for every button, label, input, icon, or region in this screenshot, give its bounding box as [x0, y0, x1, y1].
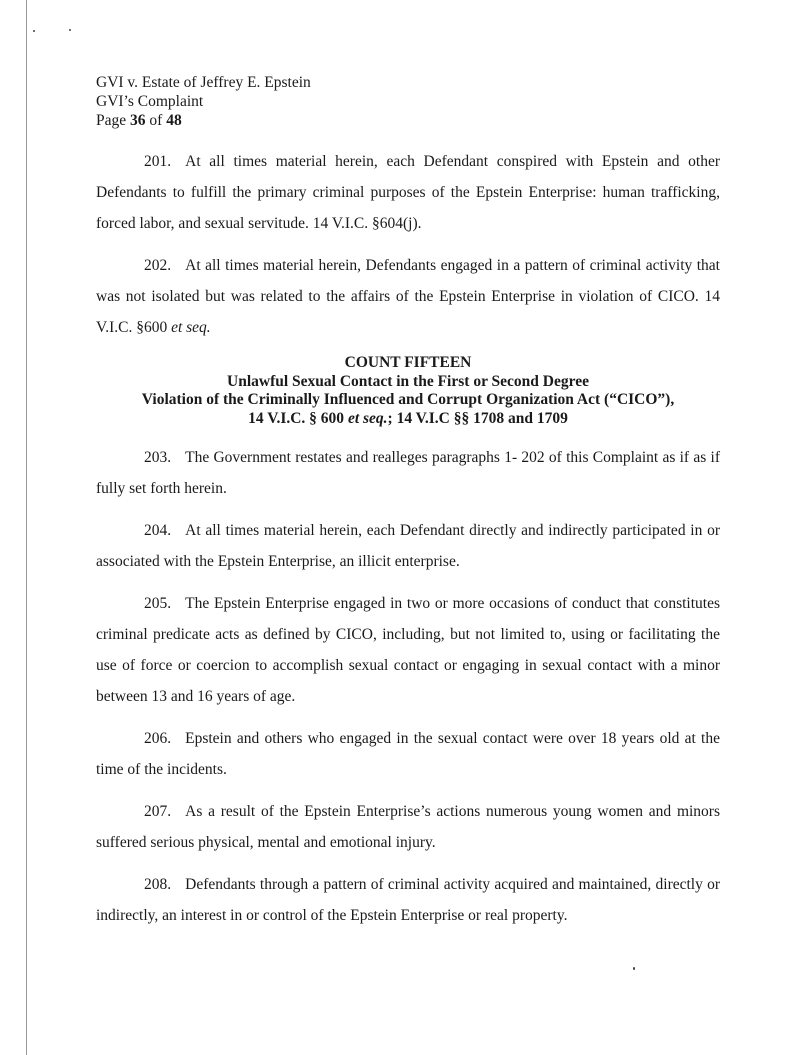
citation: 14 V.I.C. §600: [96, 288, 721, 336]
count-subtitle-3: [96, 410, 720, 429]
paragraph-204: [96, 515, 720, 577]
paragraph-number: 201.: [144, 153, 172, 170]
document-header: [96, 73, 311, 130]
scan-speck: [33, 30, 35, 32]
scan-speck: [633, 967, 635, 970]
count-cite-b: ; 14 V.I.C §§ 1708 and 1709: [387, 409, 568, 427]
count-heading: [96, 354, 720, 428]
paragraph-201: [96, 146, 720, 239]
page-indicator: [96, 111, 311, 130]
page-total: 48: [166, 112, 182, 129]
citation-italic: et seq.: [171, 319, 211, 336]
paragraph-text: As a result of the Epstein Enterprise’s actions numerous young women and minors suffered serious physical, mental and emotional injury.: [96, 803, 720, 851]
count-title: COUNT FIFTEEN: [344, 354, 472, 371]
paragraph-text: At all times material herein, each Defendant directly and indirectly participated in or associated with the Epstein Enterprise, an illicit enterprise.: [96, 522, 720, 570]
count-cite-italic: et seq.: [347, 409, 388, 427]
case-caption: GVI v. Estate of Jeffrey E. Epstein: [96, 74, 311, 91]
paragraph-number: 202.: [144, 257, 172, 274]
paragraph-number: 206.: [144, 730, 172, 747]
paragraph-number: 208.: [144, 876, 172, 893]
paragraph-number: 203.: [144, 449, 172, 466]
paragraph-206: [96, 723, 720, 785]
paragraph-205: [96, 588, 720, 712]
count-cite-a: 14 V.I.C. § 600: [248, 409, 345, 427]
document-title: GVI’s Complaint: [96, 93, 204, 110]
document-body: [96, 146, 720, 942]
paragraph-number: 204.: [144, 522, 172, 539]
paragraph-207: [96, 796, 720, 858]
paragraph-text: Defendants through a pattern of criminal activity acquired and maintained, directly or indirectly, an interest in or control of the Epstein Enterprise or real property.: [96, 876, 720, 924]
paragraph-text: At all times material herein, each Defendant conspired with Epstein and other Defendants to fulfill the primary criminal purposes of the Epstein Enterprise: human trafficking, forced labor, and sexual servitude. 14 V.I.C. §604(j).: [96, 153, 720, 232]
scan-margin-line: [26, 0, 27, 1055]
page-current: 36: [130, 112, 146, 129]
paragraph-203: [96, 442, 720, 504]
paragraph-208: [96, 869, 720, 931]
page-of: of: [149, 112, 163, 129]
paragraph-text: Epstein and others who engaged in the sexual contact were over 18 years old at the time of the incidents.: [96, 730, 720, 778]
paragraph-number: 205.: [144, 595, 172, 612]
scan-speck: [69, 29, 71, 31]
paragraph-202: [96, 250, 720, 343]
count-subtitle-2: Violation of the Criminally Influenced and Corrupt Organization Act (“CICO”),: [141, 391, 675, 408]
paragraph-text: The Epstein Enterprise engaged in two or more occasions of conduct that constitutes criminal predicate acts as defined by CICO, including, but not limited to, using or facilitating the use of force or coercion to accomplish sexual contact or engaging in sexual contact with a minor between 13 and 16 years of age.: [96, 595, 720, 705]
paragraph-number: 207.: [144, 803, 172, 820]
page-prefix: Page: [96, 112, 127, 129]
paragraph-text: At all times material herein, Defendants engaged in a pattern of criminal activity that was not isolated but was related to the affairs of the Epstein Enterprise in violation of CICO.: [96, 257, 720, 305]
count-subtitle-1: Unlawful Sexual Contact in the First or Second Degree: [227, 372, 589, 390]
paragraph-text: The Government restates and realleges paragraphs 1- 202 of this Complaint as if as if fully set forth herein.: [96, 449, 720, 497]
